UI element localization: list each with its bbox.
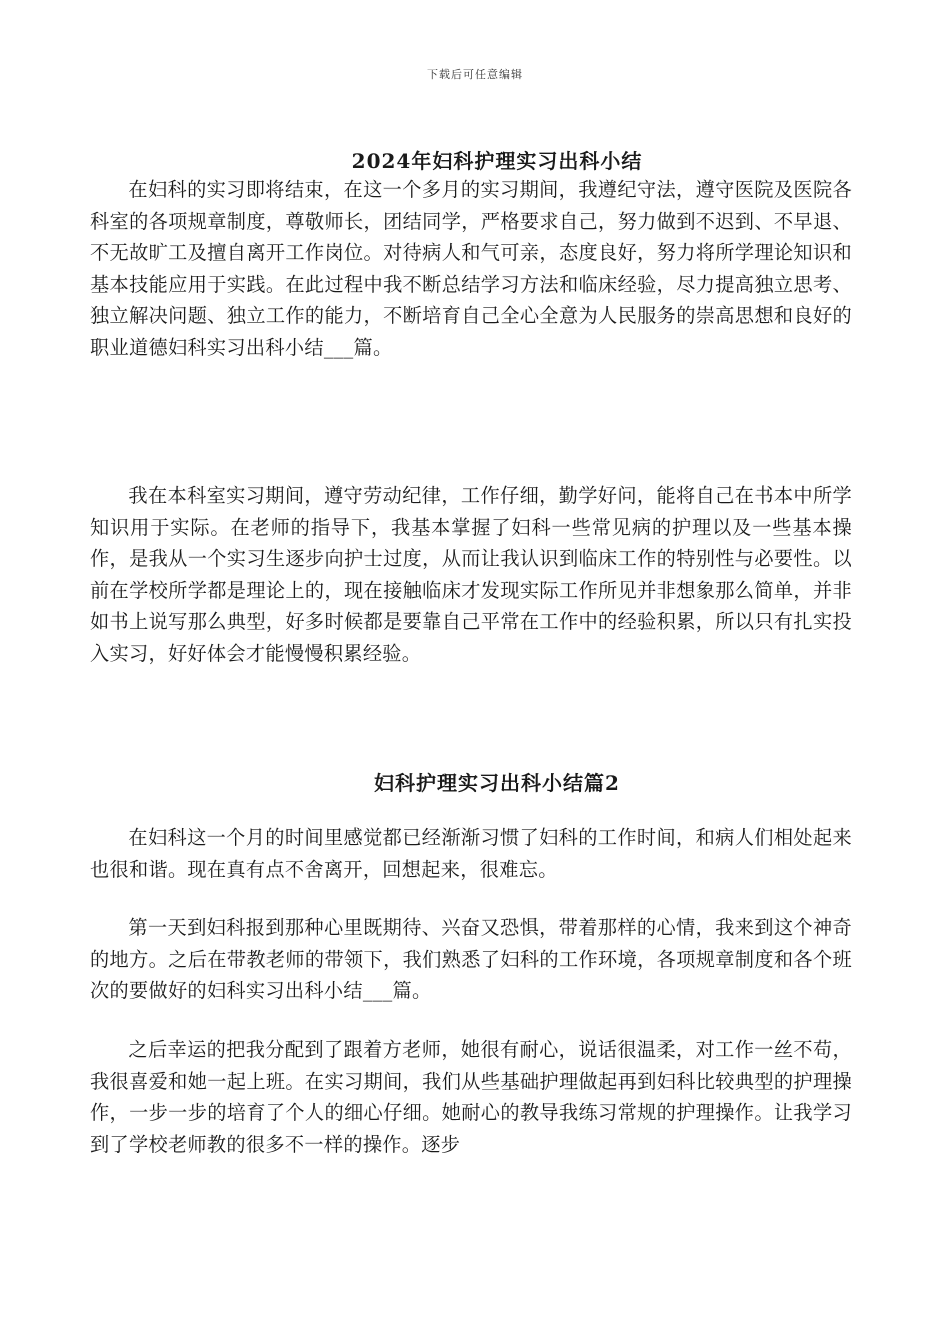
paragraph-2: 我在本科室实习期间，遵守劳动纪律，工作仔细，勤学好问，能将自己在书本中所学知识用于实际。在老师的指导下，我基本掌握了妇科一些常见病的护理以及一些基本操作，是我从一个实习生逐步向护士过度，从而让我认识到临床工作的特别性与必要性。以前在学校所学都是理论上的，现在接触临床才发现实际工作所见并非想象那么简单，并非如书上说写那么典型，好多时候都是要靠自己平常在工作中的经验积累，所以只有扎实投入实习，好好体会才能慢慢积累经验。 — [90, 484, 852, 665]
paragraph-1: 在妇科的实习即将结束，在这一个多月的实习期间，我遵纪守法，遵守医院及医院各科室的各项规章制度，尊敬师长，团结同学，严格要求自己，努力做到不迟到、不早退、不无故旷工及擅自离开工作岗位。对待病人和气可亲，态度良好，努力将所学理论知识和基本技能应用于实践。在此过程中我不断总结学习方法和临床经验，尽力提高独立思考、独立解决问题、独立工作的能力，不断培育自己全心全意为人民服务的崇高思想和良好的职业道德妇科实习出科小结___篇。 — [90, 178, 852, 359]
section-2-title: 妇科护理实习出科小结篇2 — [374, 771, 620, 795]
section-2-paragraph-2: 第一天到妇科报到那种心里既期待、兴奋又恐惧，带着那样的心情，我来到这个神奇的地方。之后在带教老师的带领下，我们熟悉了妇科的工作环境，各项规章制度和各个班次的要做好的妇科实习出科小结___篇。 — [90, 916, 852, 1002]
section-2-paragraph-1: 在妇科这一个月的时间里感觉都已经渐渐习惯了妇科的工作时间，和病人们相处起来也很和谐。现在真有点不舍离开，回想起来，很难忘。 — [90, 826, 852, 881]
section-2-paragraph-3: 之后幸运的把我分配到了跟着方老师，她很有耐心，说话很温柔，对工作一丝不苟，我很喜爱和她一起上班。在实习期间，我们从些基础护理做起再到妇科比较典型的护理操作，一步一步的培育了个人的细心仔细。她耐心的教导我练习常规的护理操作。让我学习到了学校老师教的很多不一样的操作。逐步 — [90, 1038, 852, 1156]
document-title: 2024年妇科护理实习出科小结 — [351, 149, 643, 173]
header-note: 下载后可任意编辑 — [427, 68, 523, 81]
